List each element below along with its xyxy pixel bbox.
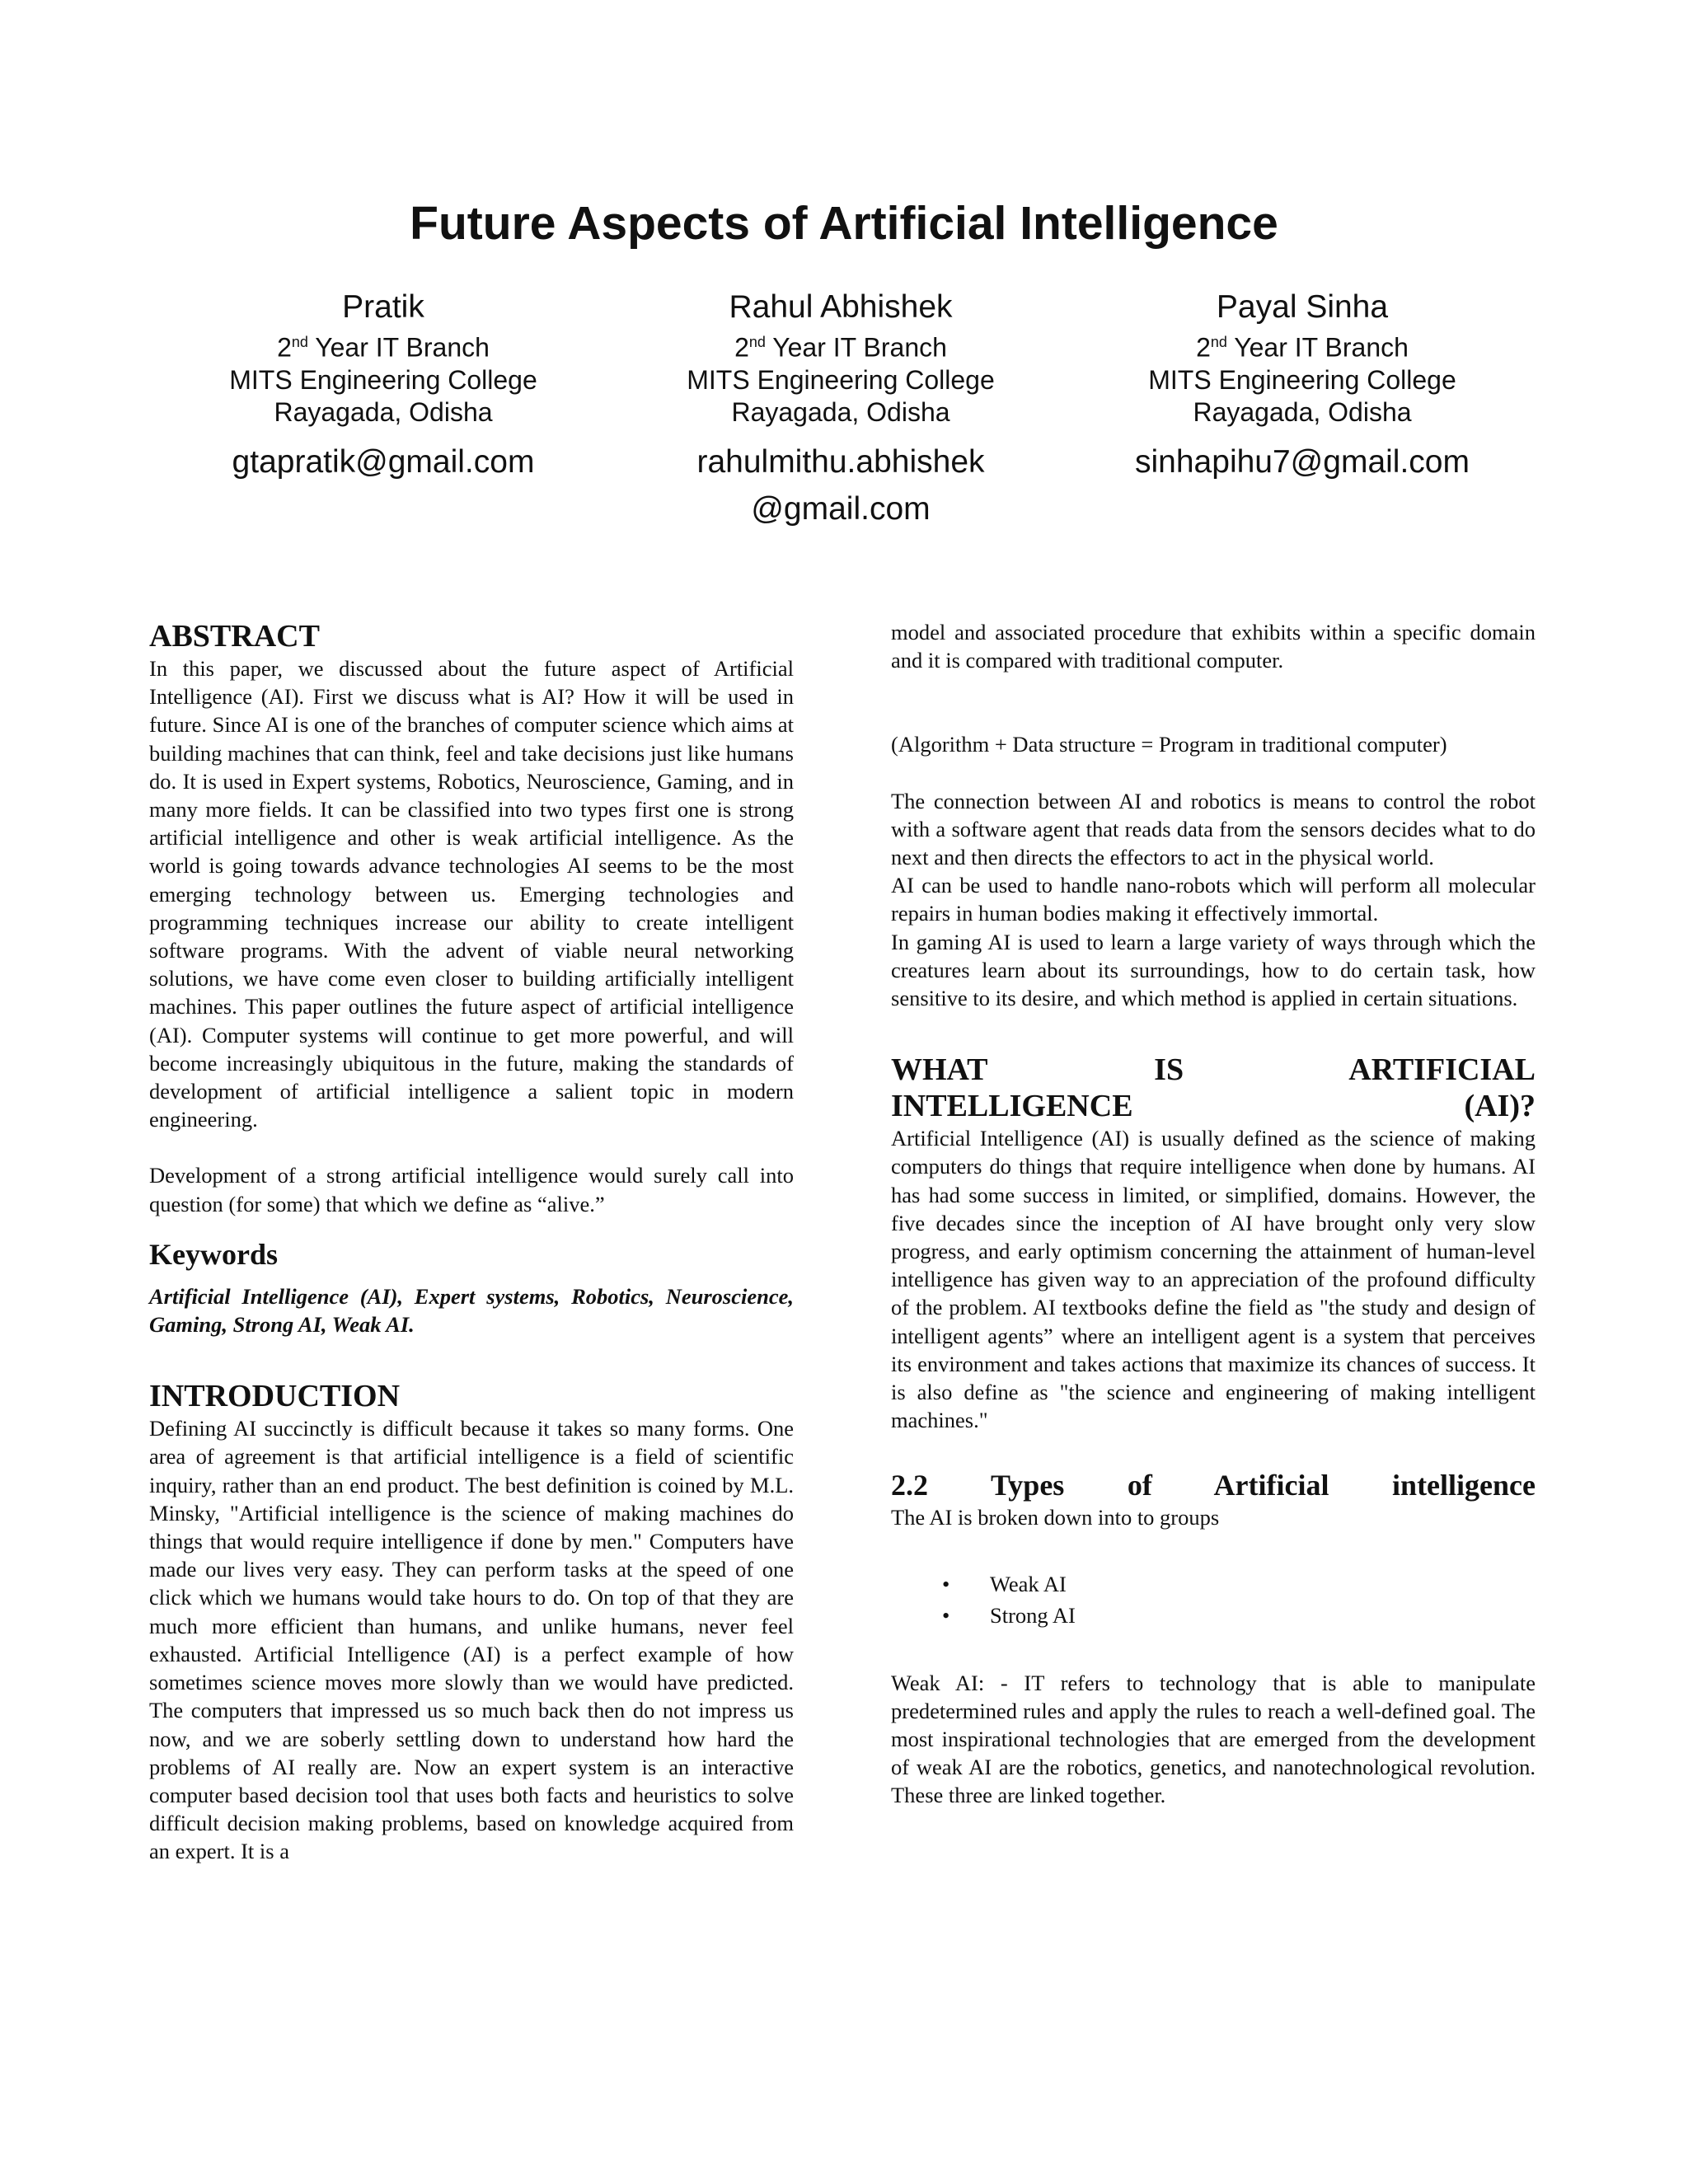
author-block-1	[136, 288, 631, 485]
abstract-heading: ABSTRACT	[149, 619, 320, 654]
author-block-3	[1055, 288, 1550, 485]
what-is-ai-heading-line-1: WHAT IS ARTIFICIAL	[891, 1052, 1536, 1088]
types-heading: 2.2 Types of Artificial intelligence	[891, 1469, 1536, 1502]
formula-text: (Algorithm + Data structure = Program in traditional computer)	[891, 732, 1447, 757]
author-name: Rahul Abhishek	[729, 289, 953, 325]
types-intro: The AI is broken down into to groups	[891, 1505, 1220, 1530]
author-location: Rayagada, Odisha	[274, 396, 493, 427]
keywords-heading: Keywords	[149, 1237, 278, 1271]
paper-title: Future Aspects of Artificial Intelligence	[410, 197, 1278, 250]
what-is-ai-heading-line-2: INTELLIGENCE (AI)?	[891, 1089, 1536, 1124]
continued-paragraph: model and associated procedure that exhibits within a specific domain and it is compared with traditional computer.	[891, 620, 1536, 673]
what-is-ai-paragraph: Artificial Intelligence (AI) is usually defined as the science of making computers do things that require intelligence when done by humans. AI has had some success in limited, or simplified, domains. However, the five decades since the inception of AI have brought only very slow progress, and early optimism concerning the attainment of human-level intelligence has given way to an appreciation of the profound difficulty of the problem. AI textbooks define the field as "the study and design of intelligent agents” where an intelligent agent is a system that perceives its environment and takes actions that maximize its chances of success. It is also define as "the science and engineering of making intelligent machines."	[891, 1126, 1536, 1433]
left-column	[149, 618, 794, 1866]
author-college: MITS Engineering College	[229, 364, 537, 395]
author-email[interactable]: gtapratik@gmail.com	[232, 443, 535, 480]
keywords-text: Artificial Intelligence (AI), Expert systems, Robotics, Neuroscience, Gaming, Strong AI, Weak AI.	[149, 1283, 794, 1338]
author-year: 2nd Year IT Branch	[734, 332, 947, 363]
author-name: Pratik	[342, 289, 424, 325]
author-block-2	[593, 288, 1088, 532]
author-email[interactable]: rahulmithu.abhishek @gmail.com	[696, 443, 985, 527]
list-item: • Weak AI	[990, 1568, 1536, 1600]
author-year: 2nd Year IT Branch	[1196, 332, 1409, 363]
abstract-paragraph-2: Development of a strong artificial intelligence would surely call into question (for some) that which we define as “alive.”	[149, 1163, 794, 1216]
author-college: MITS Engineering College	[1148, 364, 1456, 395]
introduction-paragraph: Defining AI succinctly is difficult because it takes so many forms. One area of agreement is that artificial intelligence is a field of scientific inquiry, rather than an end product. The best definition is coined by M.L. Minsky, "Artificial intelligence is the science of making machines do things that would require intelligence if done by men." Computers have made our lives very easy. They can perform tasks at the speed of one click which we humans would take hours to do. On top of that they are much more efficient than humans, and unlike humans, never feel exhausted. Artificial Intelligence (AI) is a perfect example of how sometimes science moves more slowly than we would have predicted. The computers that impressed us so much back then do not impress us now, and we are soberly settling down to understand how hard the problems of AI really are. Now an expert system is an interactive computer based decision tool that uses both facts and heuristics to solve difficult decision making problems, based on knowledge acquired from an expert. It is a	[149, 1416, 794, 1864]
right-column	[891, 618, 1536, 1810]
author-location: Rayagada, Odisha	[1193, 396, 1412, 427]
author-email[interactable]: sinhapihu7@gmail.com	[1135, 443, 1470, 480]
robotics-paragraph: The connection between AI and robotics is means to control the robot with a software agent that reads data from the sensors decides what to do next and then directs the effectors to act in the physical world.	[891, 788, 1536, 870]
author-college: MITS Engineering College	[687, 364, 995, 395]
list-item: • Strong AI	[990, 1600, 1536, 1631]
nano-paragraph: AI can be used to handle nano-robots which will perform all molecular repairs in human bodies making it effectively immortal.	[891, 873, 1536, 926]
introduction-heading: INTRODUCTION	[149, 1379, 401, 1414]
author-year: 2nd Year IT Branch	[277, 332, 490, 363]
weak-ai-paragraph: Weak AI: - IT refers to technology that is able to manipulate predetermined rules and apply the rules to reach a well-defined goal. The most inspirational technologies that are emerged from the development of weak AI are the robotics, genetics, and nanotechnological revolution. These three are linked together.	[891, 1670, 1536, 1808]
author-name: Payal Sinha	[1216, 289, 1389, 325]
gaming-paragraph: In gaming AI is used to learn a large variety of ways through which the creatures learn about its surroundings, how to do certain task, how sensitive to its desire, and which method is applied in certain situations.	[891, 929, 1536, 1011]
abstract-paragraph: In this paper, we discussed about the future aspect of Artificial Intelligence (AI). First we discuss what is AI? How it will be used in future. Since AI is one of the branches of computer science which aims at building machines that can think, feel and take decisions just like humans do. It is used in Expert systems, Robotics, Neuroscience, Gaming, and in many more fields. It can be classified into two types first one is strong artificial intelligence and other is weak artificial intelligence. As the world is going towards advance technologies AI seems to be the most emerging technology between us. Emerging technologies and programming techniques increase our ability to create intelligent software programs. With the advent of viable neural networking solutions, we have come even closer to building artificially intelligent machines. This paper outlines the future aspect of artificial intelligence (AI). Computer systems will continue to get more powerful, and will become increasingly ubiquitous in the future, making the standards of development of artificial intelligence a salient topic in modern engineering.	[149, 656, 794, 1132]
types-list	[891, 1568, 1536, 1631]
author-location: Rayagada, Odisha	[731, 396, 950, 427]
